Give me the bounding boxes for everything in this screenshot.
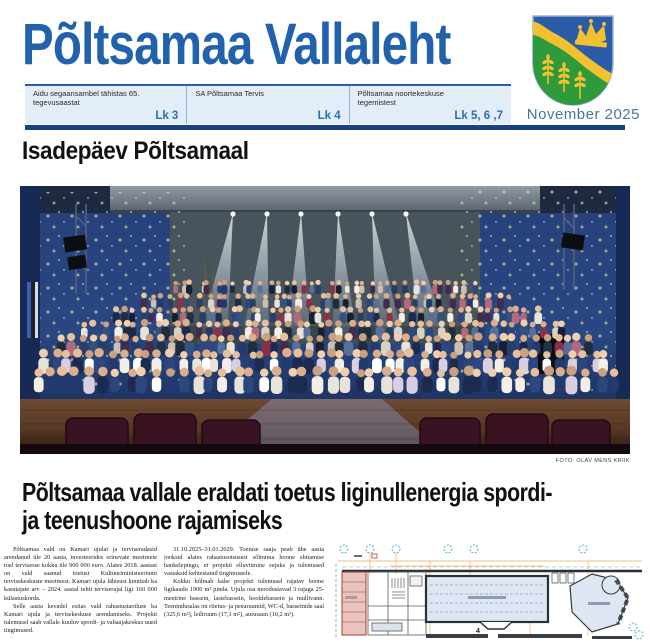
pool-label-text <box>468 596 506 599</box>
main-pool <box>426 576 548 629</box>
event-photo <box>20 186 630 454</box>
masthead-rule-thick <box>25 125 625 130</box>
teaser-item-1 <box>25 86 186 124</box>
headline-isadepaev: Isadepäev Põltsamaal <box>22 137 249 165</box>
floor-plan-drawing <box>330 540 650 643</box>
paragraph: Selle aasta kevadel esitas vald rahastustaotluse ka Kamari ujula ja tervisekeskuse arendamiseks. Projekti tulemusel saab vallale kuuluv spordi- ja vabaajakeskus uued tingimused. <box>4 602 157 634</box>
teaser-page-ref: Lk 4 <box>317 110 341 122</box>
headline-toetus <box>22 478 552 534</box>
plan-floor-label: 4 <box>476 628 480 635</box>
body-column-1 <box>4 546 157 643</box>
teaser-text: Aidu segaansambel tähistas 65. tegevusaastat <box>33 89 140 107</box>
paragraph: Kokku hõlmab kahe projekti tulemusel rajatav hoone ligikaudu 1900 m² pinda. Ujula osa moodustavad 3 rajaga 25-meetrine bassein, lastebassein, hooldebassein ja mullivann. Teenindusalas on riietus- ja pesuruumid, WC-d, basseinide saal (325,6 m²), leiliruum (17,1 m²), aurusaun (10,2 m²). <box>164 578 324 618</box>
headline-line-1: Põltsamaa vallale eraldati toetus liginullenergia spordi- <box>22 477 553 507</box>
teaser-page-ref: Lk 5, 6 ,7 <box>454 110 503 122</box>
headline-line-2: ja teenushoone rajamiseks <box>22 505 283 535</box>
poltsamaa-coat-of-arms-icon <box>528 12 618 108</box>
teaser-page-ref: Lk 3 <box>155 110 179 122</box>
body-column-2 <box>164 546 324 643</box>
teaser-text: SA Põltsamaa Tervis <box>195 89 264 98</box>
newspaper-title: Põltsamaa Vallaleht <box>22 12 451 77</box>
issue-date: November 2025 <box>526 106 640 123</box>
paragraph: 31.10.2025–31.01.2029. Toetuse saaja peab ühe aasta jooksul alates rahastusotsusest sõlmima hoone ehitamise hankelepingu, et projekti elluviimine sujuks ja tulemused vastaksid kehtestatud tingimustele. <box>164 546 324 578</box>
existing-building-block <box>342 572 366 635</box>
pool2-label-text <box>588 602 610 605</box>
paragraph: Põltsamaa vald on Kamari ujulat ja terviseradasid arendanud üle 20 aasta, investeerides erinevate meetmete toel tervisesse kokku üle 900 000 euro. Alates 2018. aastast on vald saanud toetust Kultuuriministeeriumi tervisekeskuste meetmest. Kamari ujula lähisust kinnitab ka kasutajate arv – 2024. aastal tehti terviserajal ligi 160 000 külastuskorda. <box>4 546 157 602</box>
teaser-text: Põltsamaa noortekeskuse tegemistest <box>357 89 444 107</box>
teaser-bar <box>25 86 511 124</box>
estonian-flag <box>27 282 38 338</box>
photo-credit: FOTO: OLAV MENS KRIIK <box>555 458 630 464</box>
teaser-item-2 <box>186 86 348 124</box>
teaser-item-3 <box>349 86 511 124</box>
